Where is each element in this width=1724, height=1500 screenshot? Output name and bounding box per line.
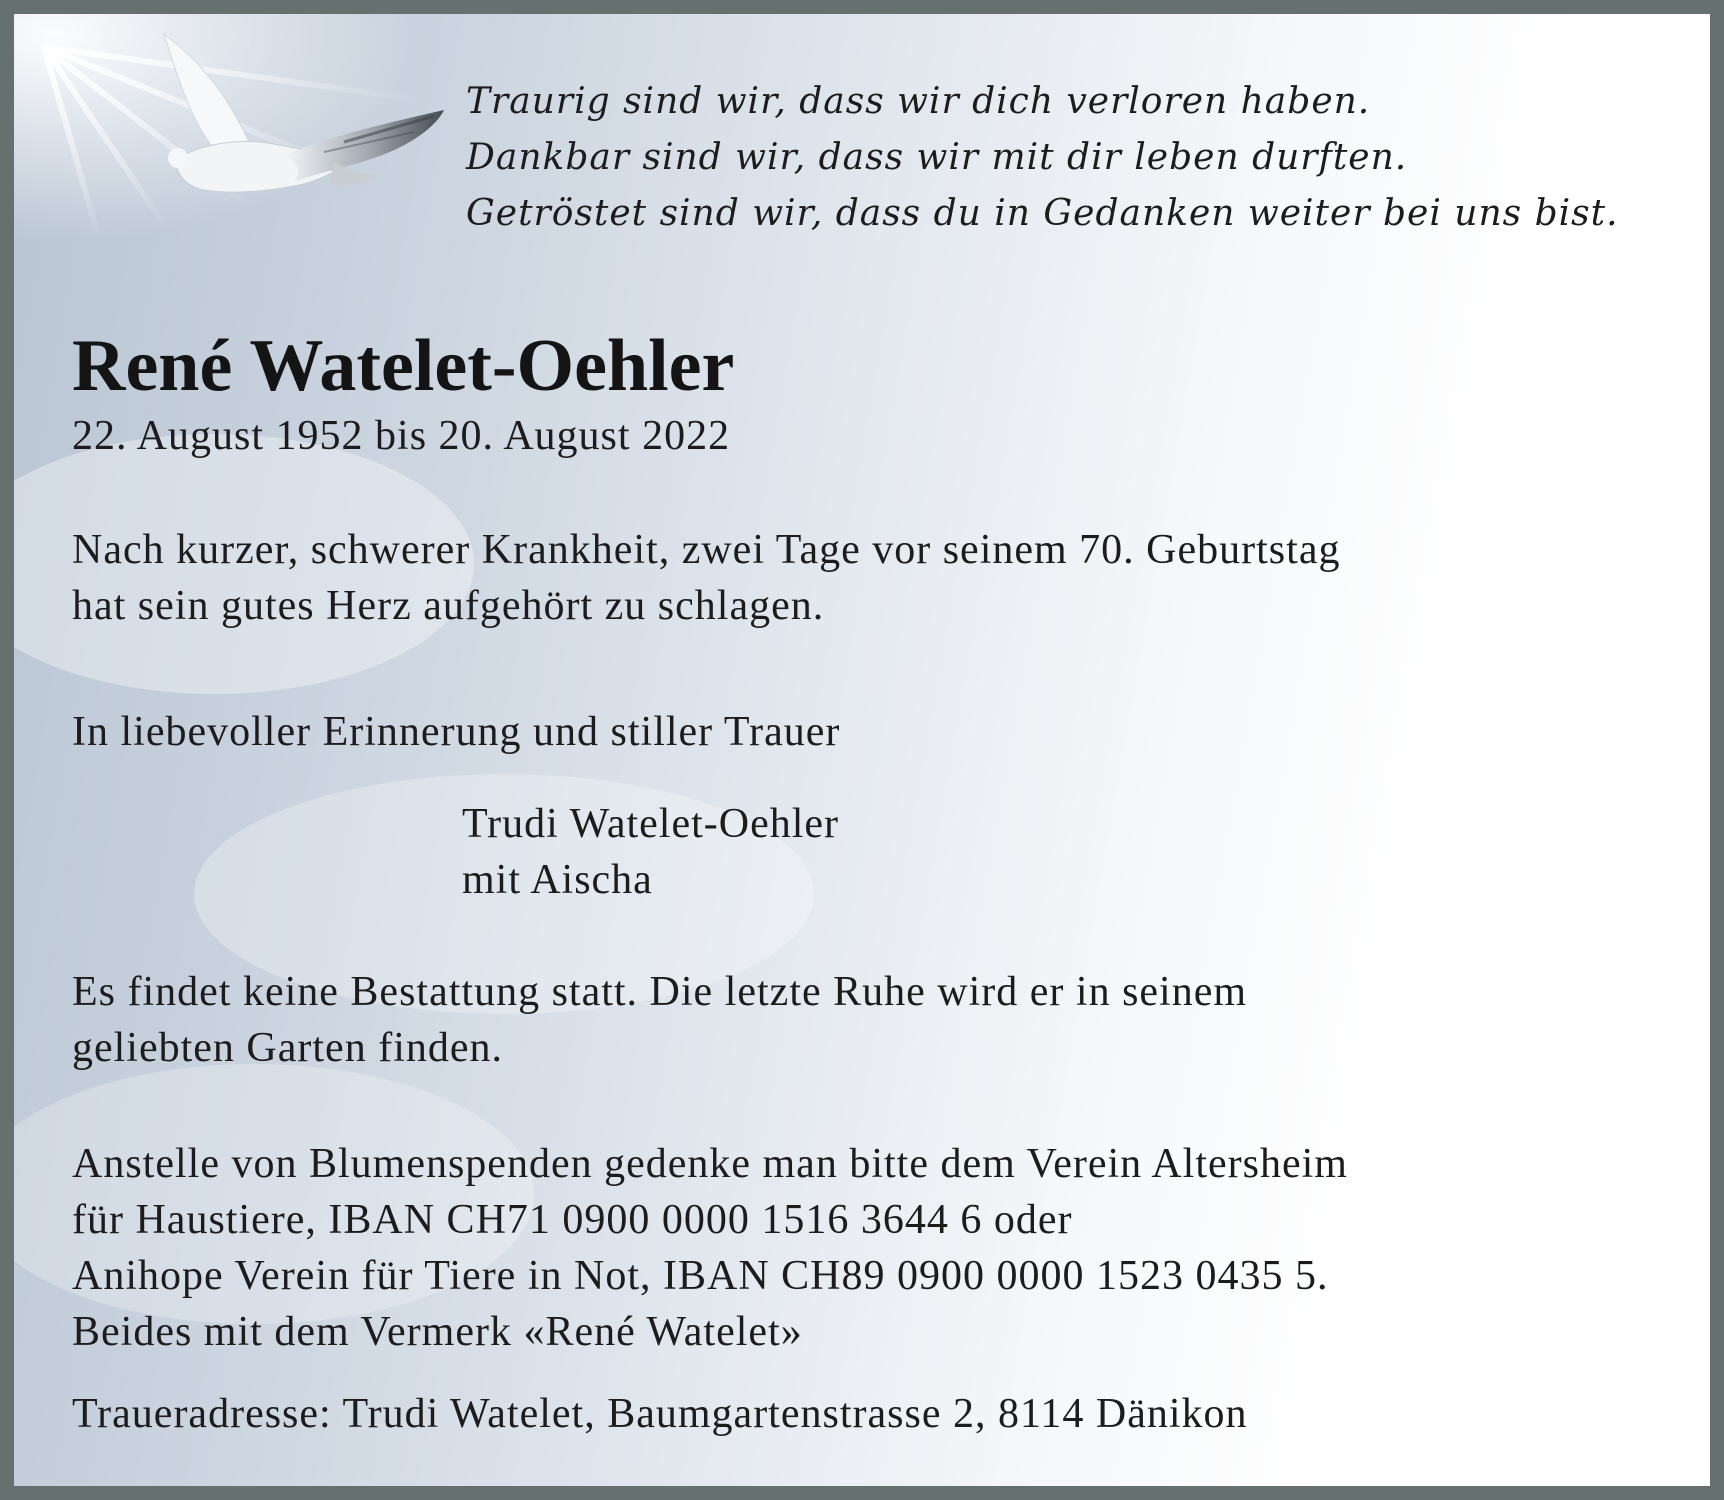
mourning-address: Traueradresse: Trudi Watelet, Baumgartenstrasse 2, 8114 Dänikon — [72, 1391, 1248, 1437]
dove-icon — [134, 30, 464, 220]
mourners — [462, 796, 839, 908]
poem — [466, 74, 1619, 242]
text-line: Nach kurzer, schwerer Krankheit, zwei Tage vor seinem 70. Geburtstag — [72, 527, 1341, 573]
poem-line: Dankbar sind wir, dass wir mit dir leben durften. — [466, 137, 1408, 178]
text-line: Es findet keine Bestattung statt. Die letzte Ruhe wird er in seinem — [72, 969, 1248, 1015]
death-notice — [72, 522, 1340, 634]
poem-line: Traurig sind wir, dass wir dich verloren haben. — [466, 81, 1371, 122]
burial-notice — [72, 964, 1247, 1076]
mourner-name: Trudi Watelet-Oehler — [462, 801, 840, 847]
text-line: Beides mit dem Vermerk «René Watelet» — [72, 1309, 803, 1355]
deceased-name: René Watelet-Oehler — [72, 325, 735, 407]
text-line: Anihope Verein für Tiere in Not, IBAN CH89 0900 0000 1523 0435 5. — [72, 1253, 1329, 1299]
life-dates: 22. August 1952 bis 20. August 2022 — [72, 413, 731, 459]
light-ray — [41, 46, 102, 240]
donation-notice — [72, 1136, 1348, 1360]
text-line: für Haustiere, IBAN CH71 0900 0000 1516 3644 6 oder — [72, 1197, 1073, 1243]
mourner-name: mit Aischa — [462, 857, 653, 903]
text-line: Anstelle von Blumenspenden gedenke man bitte dem Verein Altersheim — [72, 1141, 1348, 1187]
text-line: hat sein gutes Herz aufgehört zu schlagen. — [72, 583, 825, 629]
text-line: geliebten Garten finden. — [72, 1025, 503, 1071]
obituary-card — [14, 14, 1710, 1486]
memory-line: In liebevoller Erinnerung und stiller Trauer — [72, 709, 841, 755]
poem-line: Getröstet sind wir, dass du in Gedanken weiter bei uns bist. — [466, 193, 1619, 234]
